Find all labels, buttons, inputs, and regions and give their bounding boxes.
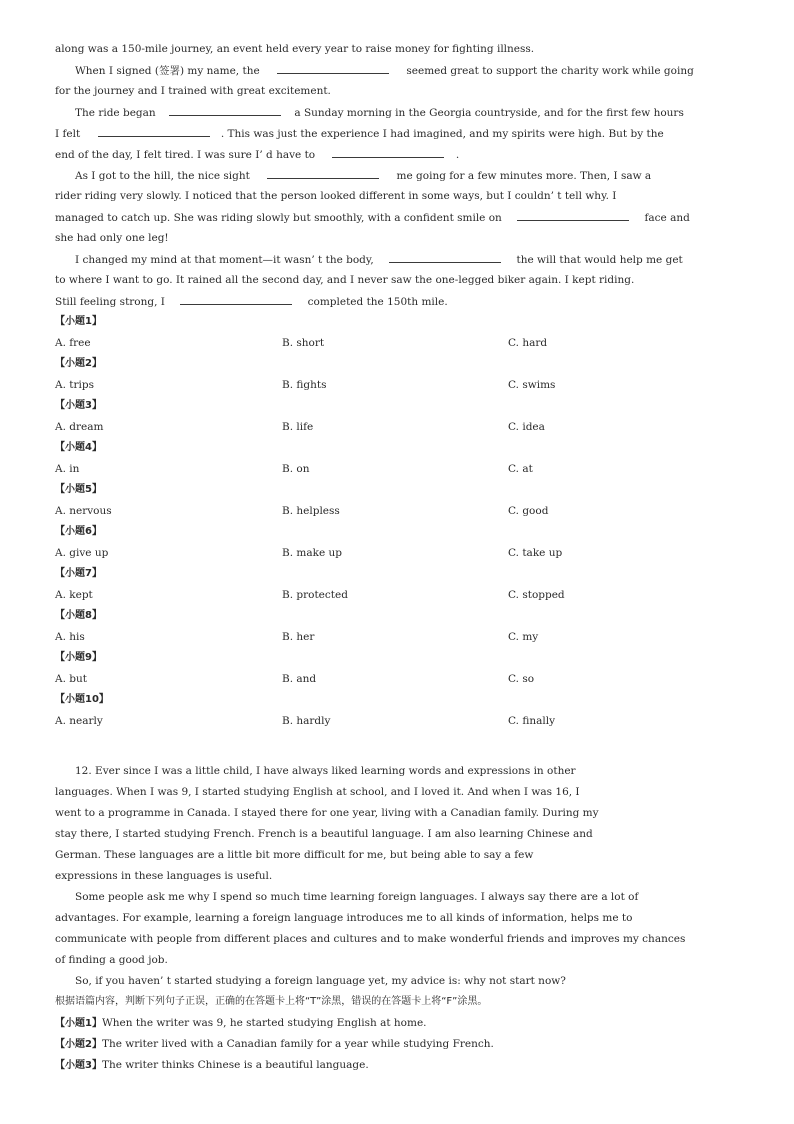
passage-line: for the journey and I trained with great excitement.	[55, 85, 331, 97]
passage-line: German. These languages are a little bit more difficult for me, but being able to say a few	[55, 849, 534, 861]
passage-line	[75, 252, 683, 267]
passage-line: rider riding very slowly. I noticed that the person looked different in some ways, but I couldn’ t tell why. I	[55, 190, 617, 202]
passage-line: went to a programme in Canada. I stayed there for one year, living with a Canadian family. During my	[55, 807, 599, 819]
passage-text: a Sunday morning in the Georgia countryside, and for the first few hours	[294, 107, 684, 119]
option-c[interactable]: C. my	[508, 631, 539, 643]
option-a[interactable]: A. nervous	[55, 505, 112, 517]
option-b[interactable]: B. on	[282, 463, 310, 475]
option-a[interactable]: A. but	[55, 673, 87, 685]
question-number: 【小题3】	[55, 1060, 102, 1071]
option-c[interactable]: C. finally	[508, 715, 556, 727]
tf-question	[55, 1037, 494, 1052]
passage-text: The ride began	[75, 107, 156, 119]
passage-text: face and	[644, 212, 690, 224]
answer-blank	[267, 168, 379, 179]
option-a[interactable]: A. nearly	[55, 715, 103, 727]
tf-question	[55, 1058, 369, 1073]
question-text: When the writer was 9, he started studying English at home.	[101, 1017, 427, 1029]
passage-text: the will that would help me get	[516, 254, 683, 266]
option-c[interactable]: C. take up	[508, 547, 563, 559]
question-number: 【小题7】	[55, 568, 102, 579]
question-text: The writer lived with a Canadian family for a year while studying French.	[101, 1038, 494, 1050]
passage-line	[55, 210, 690, 225]
question-number: 【小题1】	[55, 1018, 102, 1029]
passage-text: seemed great to support the charity work while going	[406, 65, 694, 77]
option-b[interactable]: B. fights	[282, 379, 327, 391]
passage-line: 12. Ever since I was a little child, I have always liked learning words and expressions in other	[75, 765, 576, 777]
passage-line: languages. When I was 9, I started studying English at school, and I loved it. And when I was 16, I	[55, 786, 580, 798]
answer-blank	[332, 147, 444, 158]
option-b[interactable]: B. and	[282, 673, 317, 685]
question-number: 【小题9】	[55, 652, 102, 663]
option-b[interactable]: B. make up	[282, 547, 343, 559]
option-a[interactable]: A. free	[55, 337, 91, 349]
option-b[interactable]: B. life	[282, 421, 314, 433]
answer-blank	[180, 294, 292, 305]
option-c[interactable]: C. so	[508, 673, 535, 685]
question-number: 【小题5】	[55, 484, 102, 495]
passage-text: I changed my mind at that moment—it wasn’ t the body,	[75, 254, 374, 266]
passage-line: of finding a good job.	[55, 954, 168, 966]
option-b[interactable]: B. protected	[282, 589, 348, 601]
passage-line	[75, 168, 651, 183]
option-a[interactable]: A. his	[55, 631, 85, 643]
passage-text: Still feeling strong, I	[55, 296, 165, 308]
question-text: The writer thinks Chinese is a beautiful language.	[101, 1059, 369, 1071]
question-number: 【小题3】	[55, 400, 102, 411]
answer-blank	[517, 210, 629, 221]
passage-line: expressions in these languages is useful.	[55, 870, 273, 882]
question-number: 【小题4】	[55, 442, 102, 453]
question-number: 【小题2】	[55, 358, 102, 369]
option-a[interactable]: A. give up	[55, 547, 109, 559]
passage-line: advantages. For example, learning a foreign language introduces me to all kinds of information, helps me to	[55, 912, 633, 924]
passage-text: When I signed (签署) my name, the	[75, 65, 260, 77]
option-c[interactable]: C. at	[508, 463, 533, 475]
passage-line: to where I want to go. It rained all the second day, and I never saw the one-legged biker again. I kept riding.	[55, 274, 635, 286]
option-b[interactable]: B. her	[282, 631, 315, 643]
question-number: 【小题10】	[55, 694, 109, 705]
passage-text: completed the 150th mile.	[307, 296, 448, 308]
passage-text: . This was just the experience I had imagined, and my spirits were high. But by the	[220, 128, 664, 140]
tf-question	[55, 1016, 427, 1031]
passage-line: along was a 150-mile journey, an event held every year to raise money for fighting illness.	[55, 43, 535, 55]
passage-line: stay there, I started studying French. French is a beautiful language. I am also learning Chinese and	[55, 828, 593, 840]
passage-text: managed to catch up. She was riding slowly but smoothly, with a confident smile on	[55, 212, 502, 224]
passage-text: end of the day, I felt tired. I was sure I’ d have to	[55, 149, 316, 161]
option-a[interactable]: A. dream	[55, 421, 104, 433]
passage-text: I felt	[55, 128, 81, 140]
instruction-text: 根据语篇内容，判断下列句子正误，正确的在答题卡上将“T”涂黑，错误的在答题卡上将“F”涂黑。	[55, 996, 488, 1007]
question-number: 【小题8】	[55, 610, 102, 621]
option-b[interactable]: B. helpless	[282, 505, 340, 517]
option-b[interactable]: B. hardly	[282, 715, 331, 727]
answer-blank	[389, 252, 501, 263]
passage-line	[75, 63, 694, 78]
option-c[interactable]: C. idea	[508, 421, 545, 433]
option-c[interactable]: C. hard	[508, 337, 548, 349]
passage-line	[55, 147, 459, 162]
passage-line	[55, 126, 664, 141]
passage-text: me going for a few minutes more. Then, I saw a	[396, 170, 652, 182]
passage-text: As I got to the hill, the nice sight	[75, 170, 250, 182]
question-number: 【小题6】	[55, 526, 102, 537]
passage-line: she had only one leg!	[55, 232, 169, 244]
passage-text: .	[455, 149, 460, 161]
answer-blank	[98, 126, 210, 137]
passage-line	[75, 105, 684, 120]
answer-blank	[277, 63, 389, 74]
passage-line: communicate with people from different places and cultures and to make wonderful friends and improves my chances	[55, 933, 686, 945]
answer-blank	[169, 105, 281, 116]
question-number: 【小题1】	[55, 316, 102, 327]
option-a[interactable]: A. trips	[55, 379, 94, 391]
option-c[interactable]: C. good	[508, 505, 549, 517]
option-c[interactable]: C. stopped	[508, 589, 565, 601]
passage-line	[55, 294, 448, 309]
question-number: 【小题2】	[55, 1039, 102, 1050]
option-a[interactable]: A. kept	[55, 589, 93, 601]
option-b[interactable]: B. short	[282, 337, 325, 349]
option-a[interactable]: A. in	[55, 463, 80, 475]
option-c[interactable]: C. swims	[508, 379, 556, 391]
passage-line: Some people ask me why I spend so much time learning foreign languages. I always say there are a lot of	[75, 891, 639, 903]
passage-line: So, if you haven’ t started studying a foreign language yet, my advice is: why not start now?	[75, 975, 566, 987]
